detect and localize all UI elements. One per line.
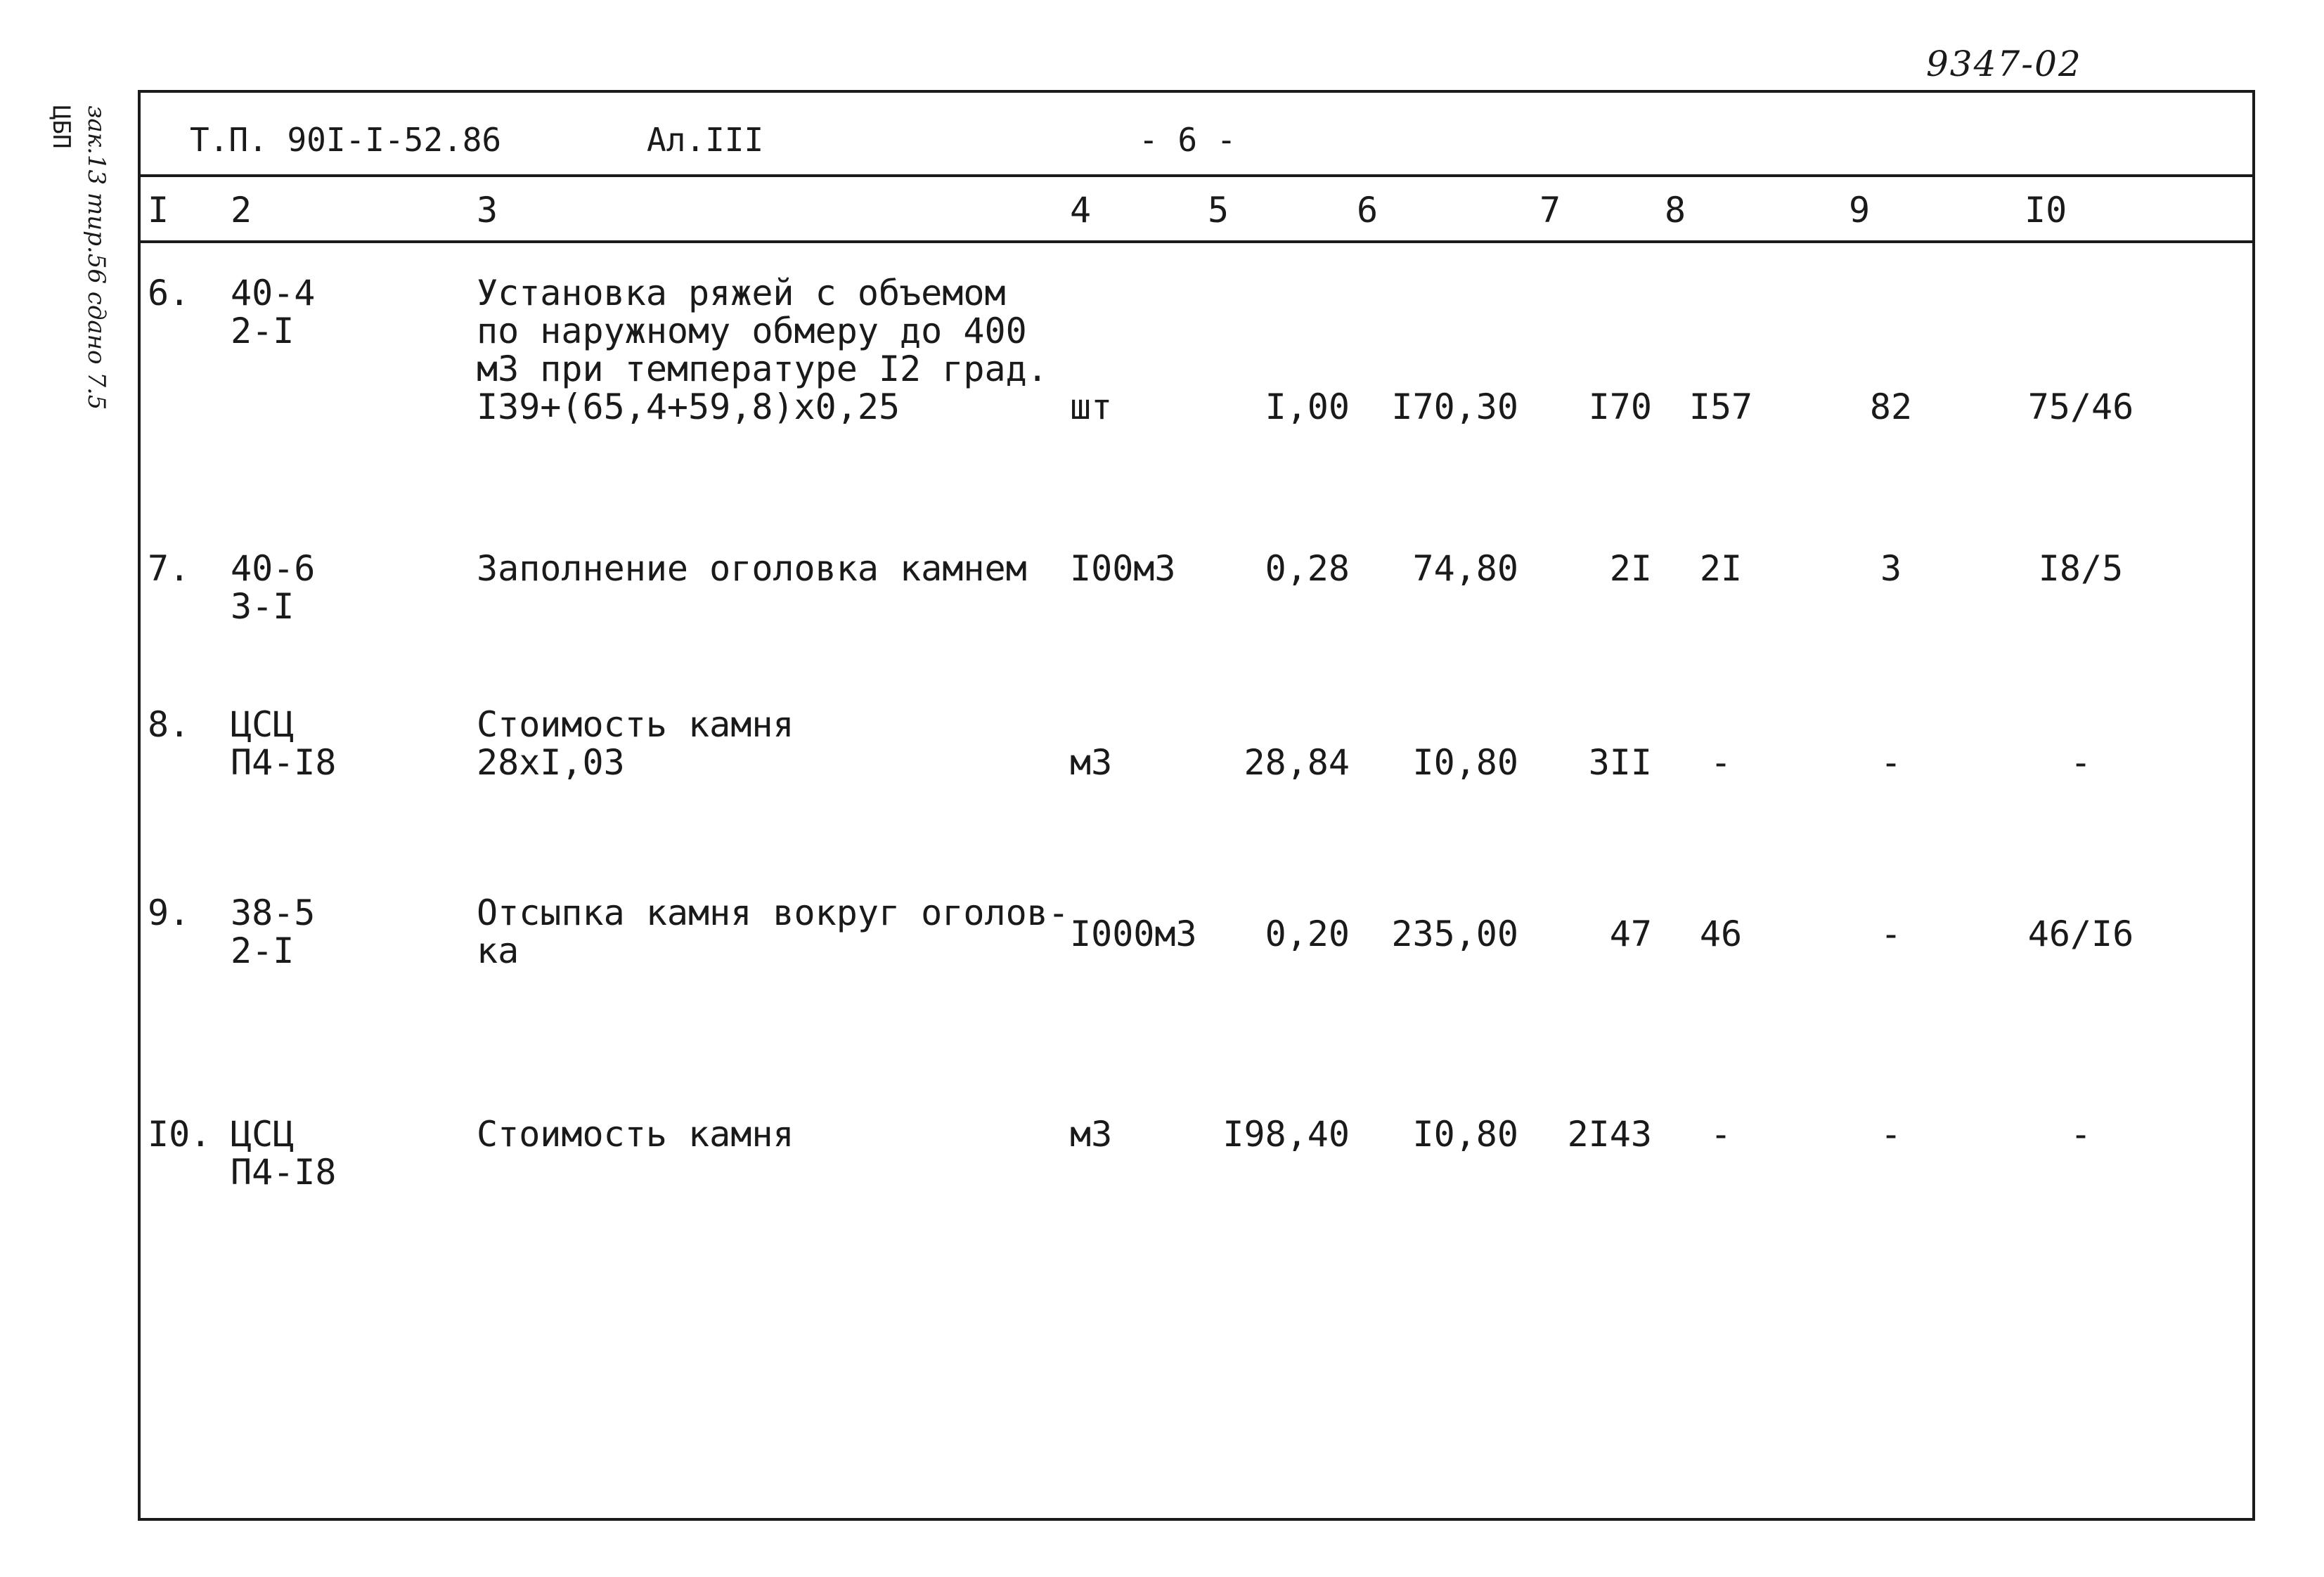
work-description [477,1115,794,1153]
unit: м3 [1070,1114,1113,1155]
quantity: I98,40 [1222,1114,1350,1155]
norm-code-line: 38-5 [231,893,316,933]
column-header-2: 2 [231,190,252,231]
quantity: 0,20 [1265,914,1350,954]
row-number: 6. [148,273,191,313]
quantity: 0,28 [1265,548,1350,589]
description-line: по наружному обмеру до 400 [477,311,1027,351]
norm-code-line: 40-4 [231,273,316,313]
norm-code [231,894,315,970]
norm-code [231,706,337,781]
project-code: Т.П. 90I-I-52.86 [190,121,502,159]
column-8-value: - [1710,1114,1732,1155]
row-number: 9. [148,893,191,933]
column-header-10: I0 [2025,190,2067,231]
work-description [477,894,1069,970]
quantity: 28,84 [1244,742,1350,783]
side-stamp [49,105,134,499]
norm-code-line: ЦСЦ [231,1114,295,1155]
side-stamp-line-1: ЦБП [47,105,75,149]
quantity: I,00 [1265,387,1350,427]
column-10-value: 75/46 [2027,387,2134,427]
norm-code [231,274,315,350]
norm-code-line: 40-6 [231,548,316,589]
description-line: I39+(65,4+59,8)x0,25 [477,387,900,427]
total-cost: I70 [1588,387,1652,427]
work-description [477,274,1048,426]
norm-code-line: П4-I8 [231,1152,337,1193]
unit-price: I0,80 [1412,742,1518,783]
row-number: I0. [148,1114,212,1155]
description-line: 28xI,03 [477,742,625,783]
norm-code-line: ЦСЦ [231,704,295,745]
column-header-6: 6 [1357,190,1379,231]
total-cost: 2I43 [1567,1114,1652,1155]
column-header-4: 4 [1070,190,1092,231]
column-10-value: - [2070,1114,2092,1155]
total-cost: 3II [1588,742,1652,783]
frame-header [141,93,2252,177]
column-8-value: 2I [1699,548,1743,589]
column-header-9: 9 [1849,190,1871,231]
column-10-value: I8/5 [2038,548,2124,589]
norm-code [231,1115,337,1191]
work-description [477,550,1027,588]
unit-price: 235,00 [1391,914,1518,954]
column-9-value: 3 [1880,548,1902,589]
norm-code-line: П4-I8 [231,742,337,783]
document-number: 9347-02 [1926,44,2082,84]
column-10-value: - [2070,742,2092,783]
unit-price: I0,80 [1412,1114,1518,1155]
total-cost: 2I [1609,548,1652,589]
column-header-7: 7 [1539,190,1561,231]
description-line: Заполнение оголовка камнем [477,548,1027,589]
norm-code-line: 3-I [231,586,295,627]
side-stamp-line-2: зак.13 тир.56 сдано 7.5 [82,105,110,410]
description-line: Отсыпка камня вокруг оголов- [477,893,1069,933]
column-header-1: I [148,190,169,231]
unit: шт [1070,387,1113,427]
page-number: - 6 - [1139,121,1237,159]
description-line: Стоимость камня [477,704,794,745]
column-9-value: 82 [1869,387,1913,427]
description-line: ка [477,930,519,971]
total-cost: 47 [1609,914,1652,954]
unit-price: 74,80 [1412,548,1518,589]
column-9-value: - [1880,914,1902,954]
description-line: м3 при температуре I2 град. [477,349,1048,389]
album-number: Ал.III [647,121,764,159]
work-description [477,706,794,781]
unit: I00м3 [1070,548,1176,589]
norm-code-line: 2-I [231,311,295,351]
column-8-value: - [1710,742,1732,783]
unit-price: I70,30 [1391,387,1518,427]
column-8-value: I57 [1689,387,1753,427]
document-frame [138,90,2255,1521]
norm-code-line: 2-I [231,930,295,971]
column-9-value: - [1880,742,1902,783]
description-line: Установка ряжей с объемом [477,273,1006,313]
row-number: 8. [148,704,191,745]
column-10-value: 46/I6 [2027,914,2134,954]
column-header-8: 8 [1665,190,1686,231]
unit: м3 [1070,742,1113,783]
column-header-3: 3 [477,190,498,231]
unit: I000м3 [1070,914,1197,954]
row-number: 7. [148,548,191,589]
norm-code [231,550,315,625]
column-header-row [141,177,2252,243]
column-header-5: 5 [1208,190,1229,231]
column-8-value: 46 [1699,914,1743,954]
description-line: Стоимость камня [477,1114,794,1155]
column-9-value: - [1880,1114,1902,1155]
